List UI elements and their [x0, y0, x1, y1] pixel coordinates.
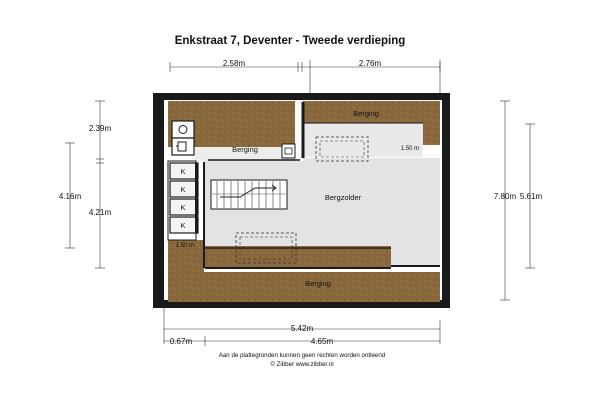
roof-slope-bottom	[168, 272, 440, 302]
right-dimensions	[494, 101, 543, 300]
closet-label-4: K	[180, 221, 186, 230]
room-label-berging-middle: Berging	[232, 145, 258, 154]
plan-title: Enkstraat 7, Deventer - Tweede verdieping	[174, 35, 406, 47]
closet-label-1: K	[180, 167, 186, 176]
dimension-right-outer: 7.80m	[493, 192, 517, 201]
dimension-top-left: 2.58m	[222, 59, 246, 68]
closet-label-3: K	[180, 203, 186, 212]
washing-machine-icon	[172, 121, 194, 138]
top-dimensions	[170, 59, 440, 95]
closet-label-2: K	[180, 185, 186, 194]
room-label-bergzolder: Bergzolder	[324, 193, 362, 202]
dimension-bottom-total: 5.42m	[290, 324, 314, 333]
dryer-icon	[172, 138, 194, 155]
roof-slope-bottom-mid	[204, 246, 391, 268]
dimension-left-outer: 4.16m	[58, 192, 82, 201]
dimension-small-right: 1.50 m	[400, 146, 420, 152]
bottom-dimensions	[164, 305, 440, 346]
dimension-left-inner: 4.21m	[88, 208, 112, 217]
staircase	[211, 180, 287, 209]
dimension-bottom-right: 4.65m	[310, 337, 334, 346]
room-label-berging-top-right: Berging	[353, 109, 379, 118]
footer-credit: © Zibber www.zibber.nl	[270, 361, 334, 368]
roof-slope-right-step	[423, 123, 440, 145]
boiler-icon	[282, 144, 295, 158]
dimension-top-right: 2.76m	[358, 59, 382, 68]
dimension-right-inner: 5.61m	[519, 192, 543, 201]
dimension-left-upper: 2.39m	[88, 124, 112, 133]
dimension-bottom-left: 0.67m	[169, 337, 193, 346]
room-label-berging-bottom: Berging	[305, 279, 331, 288]
closet-column	[168, 161, 198, 240]
left-dimensions	[59, 101, 112, 268]
footer-disclaimer: Aan de plattegronden kunnen geen rechten worden ontleend	[218, 352, 386, 359]
dimension-small-left: 1.50 m	[175, 243, 195, 249]
